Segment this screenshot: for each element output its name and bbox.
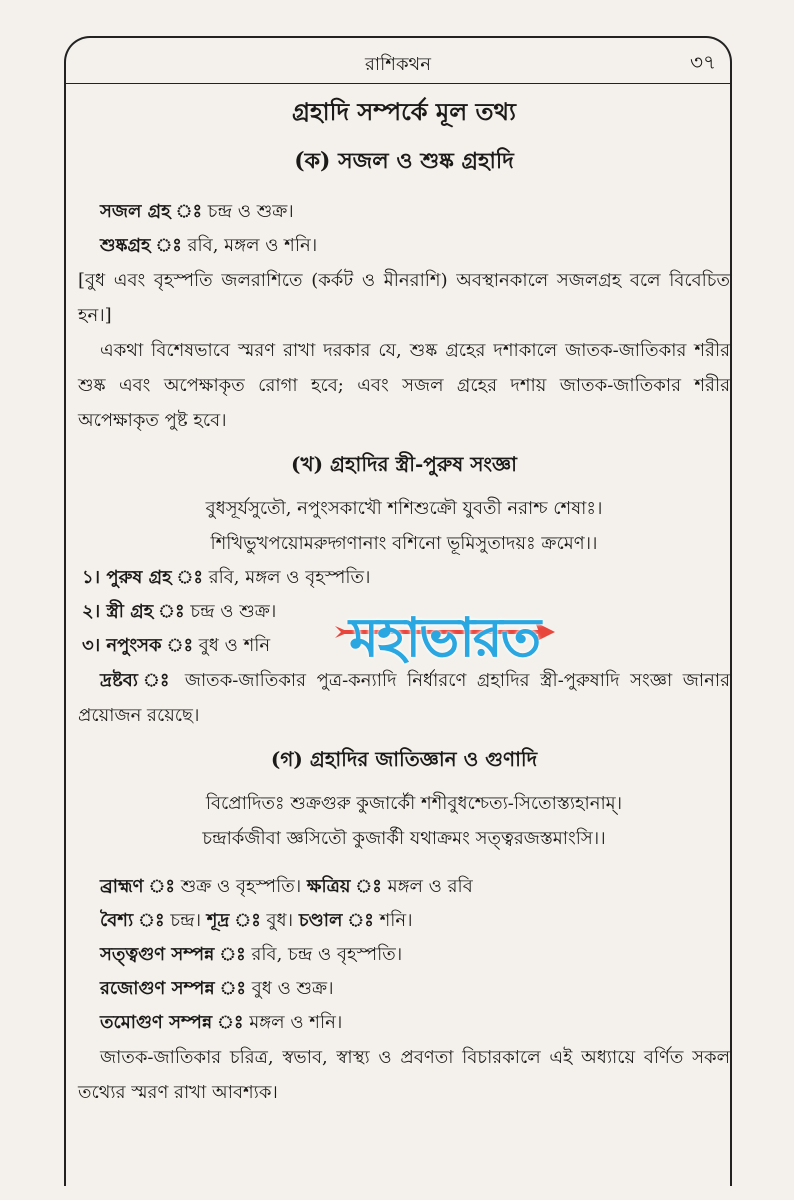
text: শুক্র ও বৃহস্পতি। <box>174 876 307 897</box>
verse-line-2: চন্দ্রার্কজীবা জ্ঞসিতৌ কুজার্কী যথাক্রমং সত্ত্বরজস্তমাংসি।। <box>202 828 606 849</box>
verse-line-1: বিপ্রোদিতঃ শুক্রগুরু কুজার্কৌ শশীবুধশ্চেত্য-সিতোস্ত্যহানাম্। <box>205 793 623 814</box>
verse-line-2: শিখিভুখপয়োমরুদ্গণানাং বশিনো ভূমিসুতাদয়ঃ ক্রমেণ।। <box>210 533 598 554</box>
text: চন্দ্র। <box>164 910 207 931</box>
section-a-heading: (ক) সজল ও শুষ্ক গ্রহাদি <box>294 148 514 174</box>
text: রবি, মঙ্গল ও বৃহস্পতি। <box>202 567 371 588</box>
term: ২। স্ত্রী গ্রহ ঃ <box>82 601 185 622</box>
term: সজল গ্রহ ঃ <box>100 201 203 222</box>
page-number: ৩৭ <box>689 50 716 74</box>
running-header <box>64 44 732 84</box>
term: ব্রাহ্মণ ঃ <box>100 876 175 897</box>
text: রবি, মঙ্গল ও শনি। <box>181 235 318 256</box>
term: সত্ত্বগুণ সম্পন্ন ঃ <box>100 944 246 965</box>
tamo-line <box>78 1006 730 1040</box>
term: রজোগুণ সম্পন্ন ঃ <box>100 978 247 999</box>
running-title: রাশিকথন <box>365 54 431 75</box>
text: মঙ্গল ও শনি। <box>243 1012 343 1033</box>
term: তমোগুণ সম্পন্ন ঃ <box>100 1012 244 1033</box>
watermark-text: মহাভারত <box>349 606 540 669</box>
text: বুধ ও শুক্র। <box>246 978 334 999</box>
text: বুধ ও শনি <box>193 635 271 656</box>
rajo-line <box>78 972 730 1006</box>
dasha-paragraph: একথা বিশেষভাবে স্মরণ রাখা দরকার যে, শুষ্ক গ্রহের দশাকালে জাতক-জাতিকার শরীর শুষ্ক এবং অপেক্ষাকৃত রোগা হবে; এবং সজল গ্রহের দশায় জাতক-জাতিকার শরীর অপেক্ষাকৃত পুষ্ট হবে। <box>78 340 730 431</box>
term: শূদ্র ঃ <box>206 910 261 931</box>
caste-line-1 <box>78 870 730 904</box>
text: বুধ। <box>260 910 299 931</box>
section-c-heading: (গ) গ্রহাদির জাতিজ্ঞান ও গুণাদি <box>270 747 538 771</box>
term: ৩। নপুংসক ঃ <box>82 635 194 656</box>
verse-line-1: বুধসূর্যসুতৌ, নপুংসকাখৌ শশিশুক্রৌ যুবতী নরাশ্চ শেষাঃ। <box>205 498 603 519</box>
term: বৈশ্য ঃ <box>100 910 165 931</box>
term: দ্রষ্টব্য ঃ <box>100 670 175 691</box>
list-item <box>78 561 730 595</box>
section-b-heading: (খ) গ্রহাদির স্ত্রী-পুরুষ সংজ্ঞা <box>291 452 517 476</box>
budh-note-paragraph: [বুধ এবং বৃহস্পতি জলরাশিতে (কর্কট ও মীনরাশি) অবস্থানকালে সজলগ্রহ বলে বিবেচিত হন।] <box>78 270 730 326</box>
text: শনি। <box>373 910 413 931</box>
shushka-graha-line <box>78 229 730 263</box>
watermark-logo <box>335 592 555 668</box>
text: জাতক-জাতিকার পুত্র-কন্যাদি নির্ধারণে গ্রহাদির স্ত্রী-পুরুষাদি সংজ্ঞা জানার প্রয়োজন রয়েছে। <box>78 670 730 726</box>
sajal-graha-line <box>78 195 730 229</box>
text: চন্দ্র ও শুক্র। <box>184 601 277 622</box>
term: চণ্ডাল ঃ <box>298 910 374 931</box>
text: চন্দ্র ও শুক্র। <box>202 201 294 222</box>
closing-paragraph: জাতক-জাতিকার চরিত্র, স্বভাব, স্বাস্থ্য ও প্রবণতা বিচারকালে এই অধ্যায়ে বর্ণিত সকল তথ্যের স্মরণ রাখা আবশ্যক। <box>78 1047 730 1103</box>
text: রবি, চন্দ্র ও বৃহস্পতি। <box>245 944 403 965</box>
caste-line-2 <box>78 904 730 938</box>
term: শুষ্কগ্রহ ঃ <box>100 235 182 256</box>
sattva-line <box>78 938 730 972</box>
main-heading: গ্রহাদি সম্পর্কে মূল তথ্য <box>292 97 516 126</box>
text: মঙ্গল ও রবি <box>381 876 473 897</box>
term: ক্ষত্রিয় ঃ <box>306 876 382 897</box>
term: ১। পুরুষ গ্রহ ঃ <box>82 567 203 588</box>
